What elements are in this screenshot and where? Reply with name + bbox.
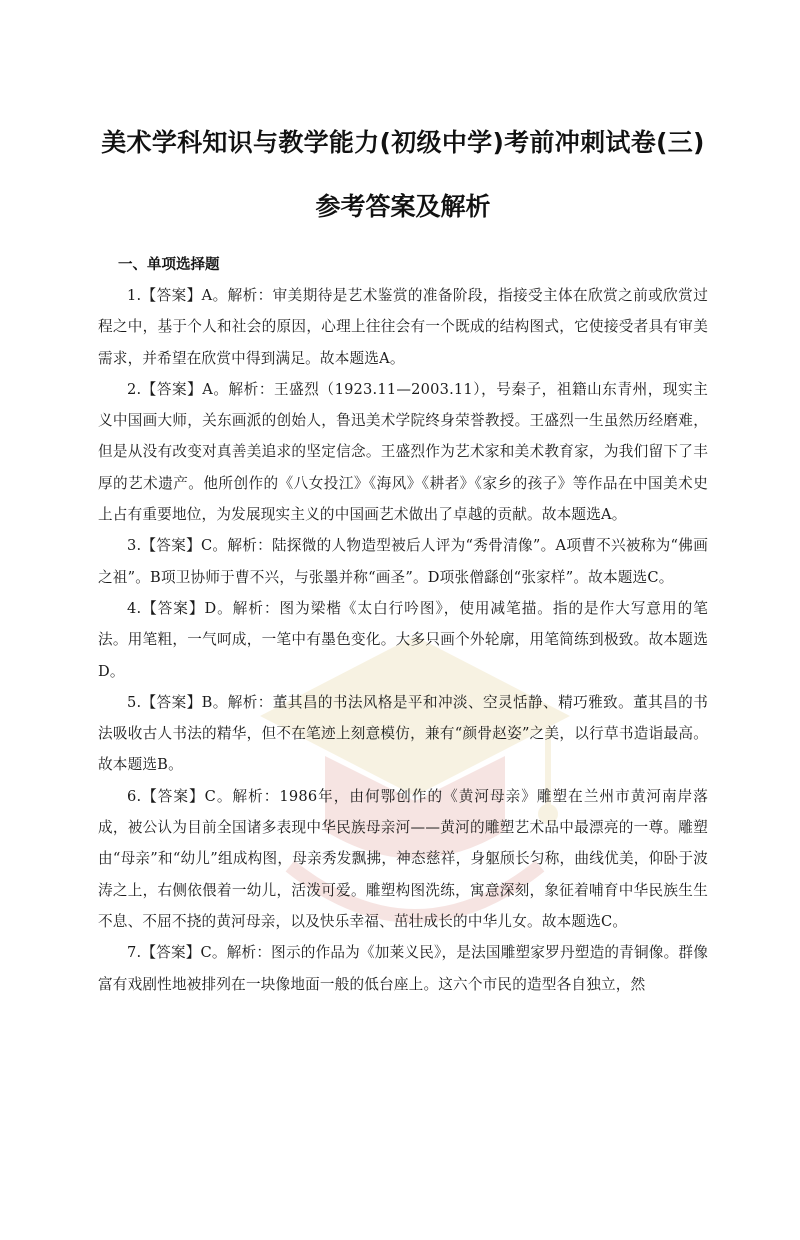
- answer-item-2: 2.【答案】A。解析：王盛烈（1923.11—2003.11），号秦子，祖籍山东青州，现实主义中国画大师，关东画派的创始人，鲁迅美术学院终身荣誉教授。王盛烈一生虽然历经磨难，但是从没有改变对真善美追求的坚定信念。王盛烈作为艺术家和美术教育家，为我们留下了丰厚的艺术遗产。他所创作的《八女投江》《海风》《耕者》《家乡的孩子》等作品在中国美术史上占有重要地位，为发展现实主义的中国画艺术做出了卓越的贡献。故本题选A。: [98, 380, 708, 524]
- answer-item-5: 5.【答案】B。解析：董其昌的书法风格是平和冲淡、空灵恬静、精巧雅致。董其昌的书法吸收古人书法的精华，但不在笔迹上刻意模仿，兼有“颜骨赵姿”之美，以行草书造诣最高。故本题选B。: [98, 693, 708, 774]
- document-title: 美术学科知识与教学能力(初级中学)考前冲刺试卷(三): [101, 128, 705, 157]
- answer-item-4: 4.【答案】D。解析：图为梁楷《太白行吟图》，使用减笔描。指的是作大写意用的笔法。用笔粗，一气呵成，一笔中有墨色变化。大多只画个外轮廓，用笔简练到极致。故本题选D。: [98, 599, 708, 680]
- answer-item-7: 7.【答案】C。解析：图示的作品为《加莱义民》，是法国雕塑家罗丹塑造的青铜像。群像富有戏剧性地被排列在一块像地面一般的低台座上。这六个市民的造型各自独立，然: [98, 944, 708, 993]
- document-subtitle: 参考答案及解析: [315, 192, 491, 221]
- section-heading: 一、单项选择题: [118, 257, 220, 273]
- answer-sheet-page: [0, 126, 800, 1000]
- answer-item-1: 1.【答案】A。解析：审美期待是艺术鉴赏的准备阶段，指接受主体在欣赏之前或欣赏过程之中，基于个人和社会的原因，心理上往往会有一个既成的结构图式，它使接受者具有审美需求，并希望在欣赏中得到满足。故本题选A。: [98, 287, 708, 367]
- answer-item-6: 6.【答案】C。解析：1986年，由何鄂创作的《黄河母亲》雕塑在兰州市黄河南岸落成，被公认为目前全国诸多表现中华民族母亲河——黄河的雕塑艺术品中最漂亮的一尊。雕塑由“母亲”和“幼儿”组成构图，母亲秀发飘拂，神态慈祥，身躯颀长匀称，曲线优美，仰卧于波涛之上，右侧依偎着一幼儿，活泼可爱。雕塑构图洗练，寓意深刻，象征着哺育中华民族生生不息、不屈不挠的黄河母亲，以及快乐幸福、茁壮成长的中华儿女。故本题选C。: [98, 787, 708, 930]
- answer-list: [98, 280, 708, 1000]
- answer-item-3: 3.【答案】C。解析：陆探微的人物造型被后人评为“秀骨清像”。A项曹不兴被称为“佛画之祖”。B项卫协师于曹不兴，与张墨并称“画圣”。D项张僧繇创“张家样”。故本题选C。: [98, 537, 708, 586]
